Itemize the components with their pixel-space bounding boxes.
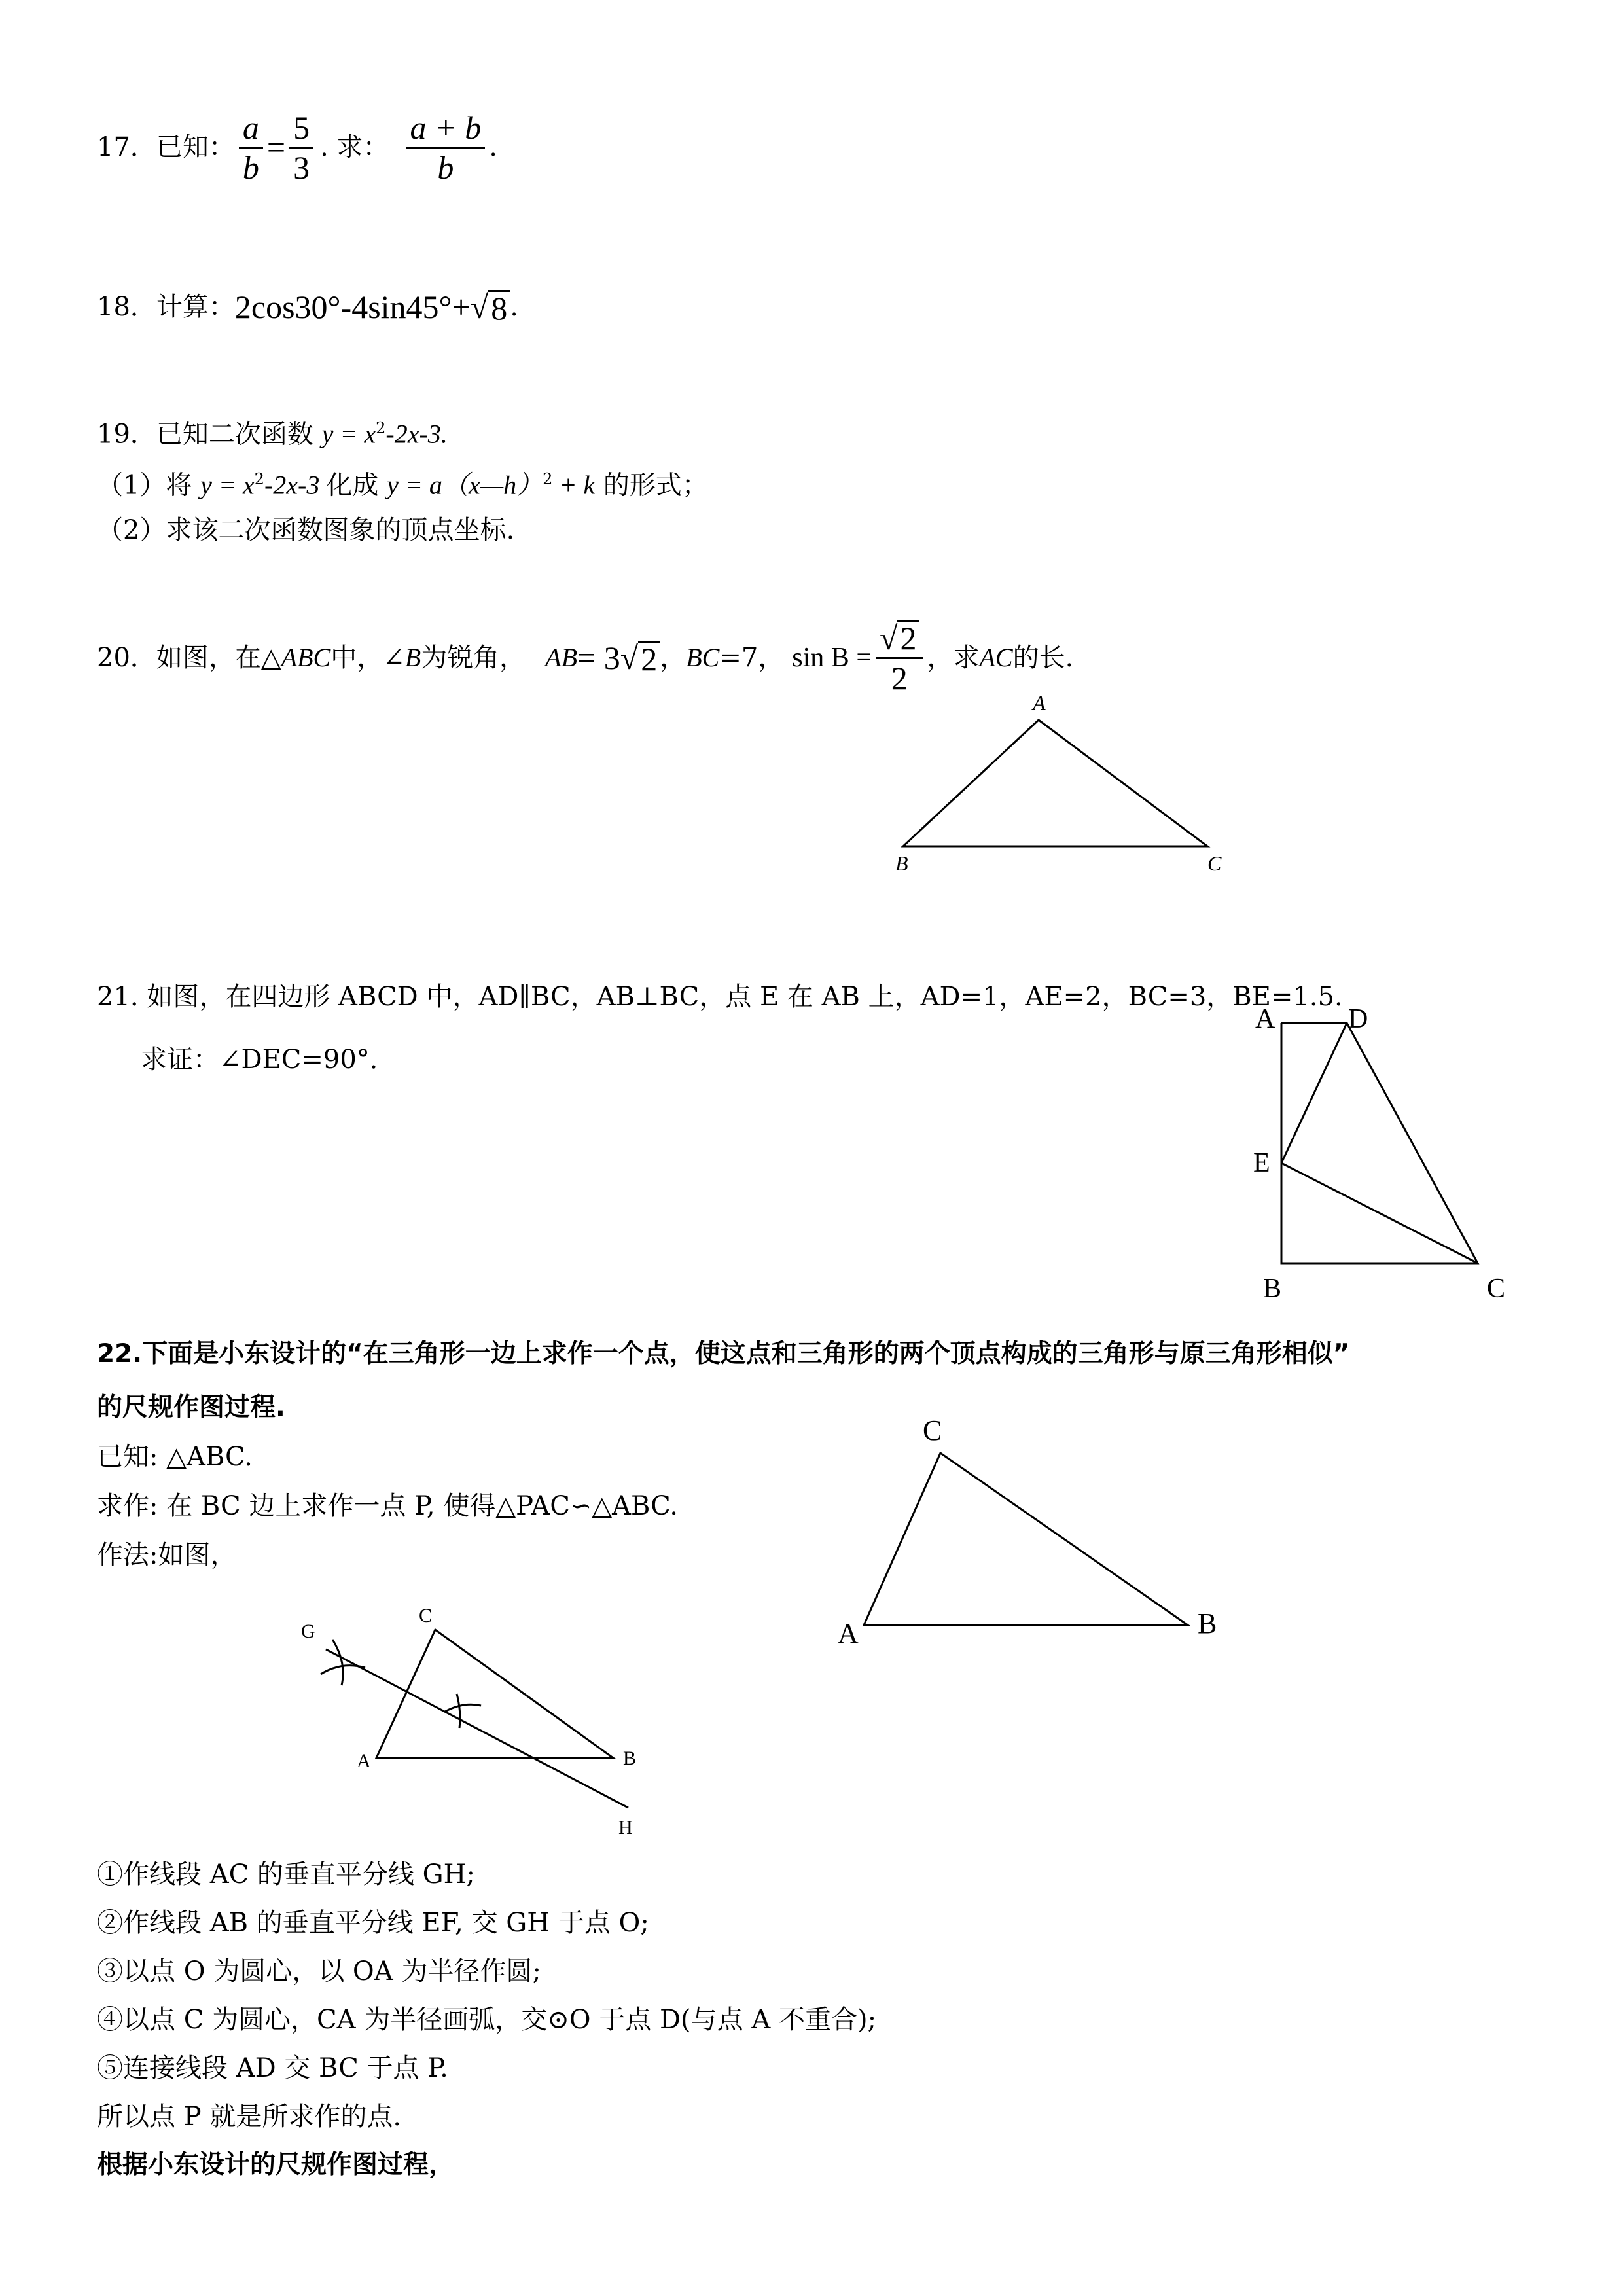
q19-number: 19． bbox=[97, 419, 156, 450]
q22-footer: 根据小东设计的尺规作图过程， bbox=[97, 2150, 455, 2179]
q19-part1-form: y = a（x—h） bbox=[387, 470, 543, 500]
q22-step-3: ③以点 O 为圆心，以 OA 为半径作圆; bbox=[97, 1956, 541, 1986]
q22-small-label-b: B bbox=[623, 1748, 637, 1769]
q21-label-b: B bbox=[1263, 1274, 1282, 1304]
q20-text-e: 的长. bbox=[1012, 643, 1074, 673]
q20-bc-label: BC bbox=[686, 643, 720, 672]
q21-segment-ec bbox=[1281, 1163, 1478, 1263]
q17-fraction-a-b bbox=[239, 109, 263, 187]
q22-method: 作法:如图， bbox=[97, 1540, 237, 1570]
q17-frac1-numerator: a bbox=[242, 109, 259, 146]
q17-fraction-target bbox=[406, 109, 486, 187]
q21-segment-ed bbox=[1281, 1023, 1347, 1163]
question-18 bbox=[97, 285, 518, 329]
q21-label-e: E bbox=[1253, 1148, 1270, 1178]
q22-arc-mark-3 bbox=[445, 1704, 481, 1712]
q22-step-1: ①作线段 AC 的垂直平分线 GH; bbox=[97, 1859, 475, 1890]
q18-expression: 2cos30°-4sin45°+ bbox=[234, 289, 471, 325]
q19-part1-exp: 2 bbox=[254, 470, 264, 488]
q18-end: . bbox=[510, 292, 518, 322]
q20-ab-radicand: 2 bbox=[638, 641, 660, 675]
q22-step-4: ④以点 C 为圆心，CA 为半径画弧，交⊙O 于点 D(与点 A 不重合); bbox=[97, 2005, 877, 2035]
q19-intro: 已知二次函数 bbox=[156, 419, 322, 450]
q19-part1-func-rest: -2x-3 bbox=[264, 470, 327, 500]
q22-step-2: ②作线段 AB 的垂直平分线 EF, 交 GH 于点 O; bbox=[97, 1908, 649, 1938]
q18-radical-sign: √ bbox=[470, 289, 489, 325]
q21-quadrilateral-figure bbox=[1237, 995, 1512, 1309]
q22-large-triangle bbox=[864, 1453, 1188, 1625]
q20-triangle-figure bbox=[877, 681, 1243, 877]
q17-given: 已知： bbox=[156, 132, 235, 162]
q20-sin-radicand: 2 bbox=[897, 620, 919, 655]
q20-label-a: A bbox=[1033, 691, 1046, 715]
q20-label-b: B bbox=[895, 852, 908, 875]
q20-text-d: ，求 bbox=[927, 643, 980, 673]
q19-part1-form-exp: 2 bbox=[543, 470, 553, 488]
q22-arc-mark-1 bbox=[332, 1640, 343, 1685]
q21-label-a: A bbox=[1255, 1004, 1275, 1034]
q19-part1-func: y = x bbox=[200, 470, 255, 500]
q20-text-c: 为锐角， bbox=[421, 643, 526, 673]
q18-label: 计算： bbox=[156, 292, 235, 322]
q21-label-c: C bbox=[1487, 1274, 1506, 1304]
q17-frac3-numerator: a + b bbox=[410, 109, 482, 146]
q19-part1-form-k: + k bbox=[552, 470, 596, 500]
q19-part1-end: 的形式； bbox=[595, 470, 708, 501]
q22-conclusion: 所以点 P 就是所求作的点. bbox=[97, 2102, 402, 2132]
q22-small-label-a: A bbox=[357, 1750, 371, 1772]
q21-label-d: D bbox=[1348, 1004, 1368, 1034]
q22-small-label-c: C bbox=[419, 1605, 433, 1626]
q20-bc-value: =7， bbox=[719, 643, 785, 673]
q21-number: 21. bbox=[97, 982, 139, 1012]
q19-part1 bbox=[97, 462, 708, 502]
q18-number: 18． bbox=[97, 292, 156, 322]
q20-b: B bbox=[404, 643, 421, 672]
q22-known: 已知: △ABC. bbox=[97, 1442, 253, 1472]
q21-text: 如图，在四边形 ABCD 中，AD∥BC，AB⊥BC，点 E 在 AB 上，AD=1，AE=2，BC=3，BE=1.5. bbox=[138, 982, 1343, 1012]
q22-perpendicular-bisector-gh bbox=[326, 1649, 628, 1808]
q21-quadrilateral bbox=[1281, 1023, 1478, 1263]
question-17 bbox=[97, 105, 497, 190]
q19-line1 bbox=[97, 411, 448, 451]
q21-prove: 求证：∠DEC=90°． bbox=[141, 1045, 396, 1075]
q17-ask: . 求： bbox=[320, 132, 389, 162]
q20-ab-label: AB bbox=[545, 643, 578, 672]
q19-part2: （2）求该二次函数图象的顶点坐标. bbox=[97, 515, 515, 545]
q22-small-label-h: H bbox=[618, 1817, 633, 1839]
q17-fraction-5-3 bbox=[289, 109, 313, 187]
q22-large-triangle-figure bbox=[825, 1407, 1243, 1649]
q22-step-5: ⑤连接线段 AD 交 BC 于点 P. bbox=[97, 2053, 448, 2083]
q17-frac1-denominator: b bbox=[242, 149, 259, 186]
q22-large-label-a: A bbox=[838, 1617, 859, 1649]
q19-function: y = x bbox=[321, 419, 376, 449]
q20-ab-value: = 3 bbox=[577, 639, 620, 676]
q20-abc: ABC bbox=[281, 643, 331, 672]
q17-frac2-denominator: 3 bbox=[293, 149, 310, 186]
q22-large-label-c: C bbox=[923, 1414, 942, 1446]
q20-sin-numerator: √2 bbox=[876, 619, 923, 657]
q17-frac3-denominator: b bbox=[437, 149, 454, 186]
q20-text-b: 中，∠ bbox=[330, 643, 405, 673]
q18-radicand: 8 bbox=[488, 290, 510, 325]
q22-title-line2: 的尺规作图过程. bbox=[97, 1393, 285, 1422]
q20-triangle bbox=[903, 720, 1207, 846]
q20-sin-denominator: 2 bbox=[891, 659, 908, 696]
q17-equals: = bbox=[266, 129, 286, 166]
q22-title-line1: 22.下面是小东设计的“在三角形一边上求作一个点，使这点和三角形的两个顶点构成的三角形与原三角形相似” bbox=[97, 1339, 1350, 1369]
q19-part1-intro: （1）将 bbox=[97, 470, 201, 501]
q20-number: 20． bbox=[97, 643, 156, 673]
q17-number: 17． bbox=[97, 132, 156, 162]
q19-part1-mid: 化成 bbox=[326, 470, 387, 501]
q22-task: 求作: 在 BC 边上求作一点 P, 使得△PAC∽△ABC. bbox=[97, 1491, 679, 1521]
q20-sin-b: sin B = bbox=[792, 643, 872, 673]
q19-exponent: 2 bbox=[376, 419, 386, 437]
q22-arc-mark-4 bbox=[457, 1694, 460, 1728]
q22-large-label-b: B bbox=[1198, 1607, 1217, 1640]
q20-ac: AC bbox=[979, 643, 1013, 672]
question-20: 20． 如图，在△ ABC 中，∠ B 为锐角， AB = 3 √ 2 ， BC =7， sin B = $\frac{√2}{2}$ ，求 AC 的长. bbox=[97, 619, 1074, 696]
q19-function-rest: -2x-3. bbox=[385, 419, 448, 449]
q21-line1 bbox=[97, 980, 1343, 1014]
q22-construction-figure bbox=[288, 1597, 668, 1839]
q20-comma: ， bbox=[660, 643, 687, 673]
q17-frac2-numerator: 5 bbox=[293, 109, 310, 146]
q17-end: . bbox=[489, 132, 498, 162]
q20-label-c: C bbox=[1207, 852, 1222, 875]
q22-small-label-g: G bbox=[301, 1621, 315, 1642]
q20-text-a: 如图，在△ bbox=[156, 643, 281, 673]
